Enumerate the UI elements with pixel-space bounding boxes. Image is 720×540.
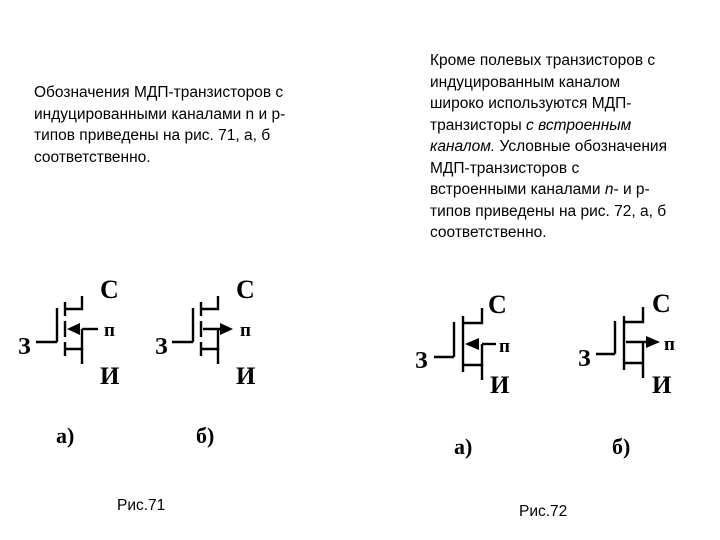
plain-text: - и p- <box>613 181 650 198</box>
figure-72-caption: Рис.72 <box>519 503 568 520</box>
substrate-label: п <box>104 320 115 341</box>
drain-label: С <box>236 275 255 304</box>
variant-label-a: а) <box>56 423 75 448</box>
italic-text: n <box>604 181 614 198</box>
source-label: И <box>100 363 120 390</box>
left-line: соответственно. <box>34 148 151 166</box>
source-label: И <box>236 363 256 390</box>
variant-label-a: а) <box>454 434 473 459</box>
right-line: соответственно. <box>430 224 547 241</box>
gate-label: З <box>155 334 168 360</box>
left-line: Обозначения МДП-транзисторов с <box>34 84 284 101</box>
left-line: типов приведены на рис. 71, а, б <box>34 127 271 144</box>
transistor-71b <box>172 296 233 364</box>
plain-text: транзисторы <box>430 116 527 134</box>
italic-text: каналом. <box>430 138 496 155</box>
substrate-label: п <box>664 334 675 355</box>
right-line: широко используются МДП- <box>430 95 632 112</box>
variant-label-b: б) <box>612 434 631 459</box>
left-line: индуцированными каналами n и p- <box>34 105 286 123</box>
variant-label-b: б) <box>196 423 215 448</box>
drain-label: С <box>652 289 671 318</box>
italic-text: с встроенным <box>526 116 632 134</box>
right-line: индуцированным каналом <box>430 73 621 91</box>
gate-label: З <box>415 348 428 374</box>
transistor-72a <box>434 308 496 380</box>
plain-text: Условные обозначения <box>495 138 667 155</box>
right-line: МДП-транзисторов с <box>430 159 580 177</box>
plain-text: встроенными каналами <box>430 181 605 198</box>
gate-label: З <box>578 346 591 372</box>
substrate-label: п <box>240 320 251 341</box>
substrate-label: п <box>499 336 510 357</box>
drain-label: С <box>488 290 507 319</box>
transistor-72b <box>596 307 660 378</box>
gate-label: З <box>18 334 31 360</box>
transistor-71a <box>36 296 98 364</box>
figure-71-caption: Рис.71 <box>117 497 166 514</box>
drain-label: С <box>100 275 119 304</box>
right-line: Кроме полевых транзисторов с <box>430 52 656 69</box>
source-label: И <box>490 372 510 399</box>
source-label: И <box>652 372 672 399</box>
right-line: типов приведены на рис. 72, а, б <box>430 202 667 220</box>
